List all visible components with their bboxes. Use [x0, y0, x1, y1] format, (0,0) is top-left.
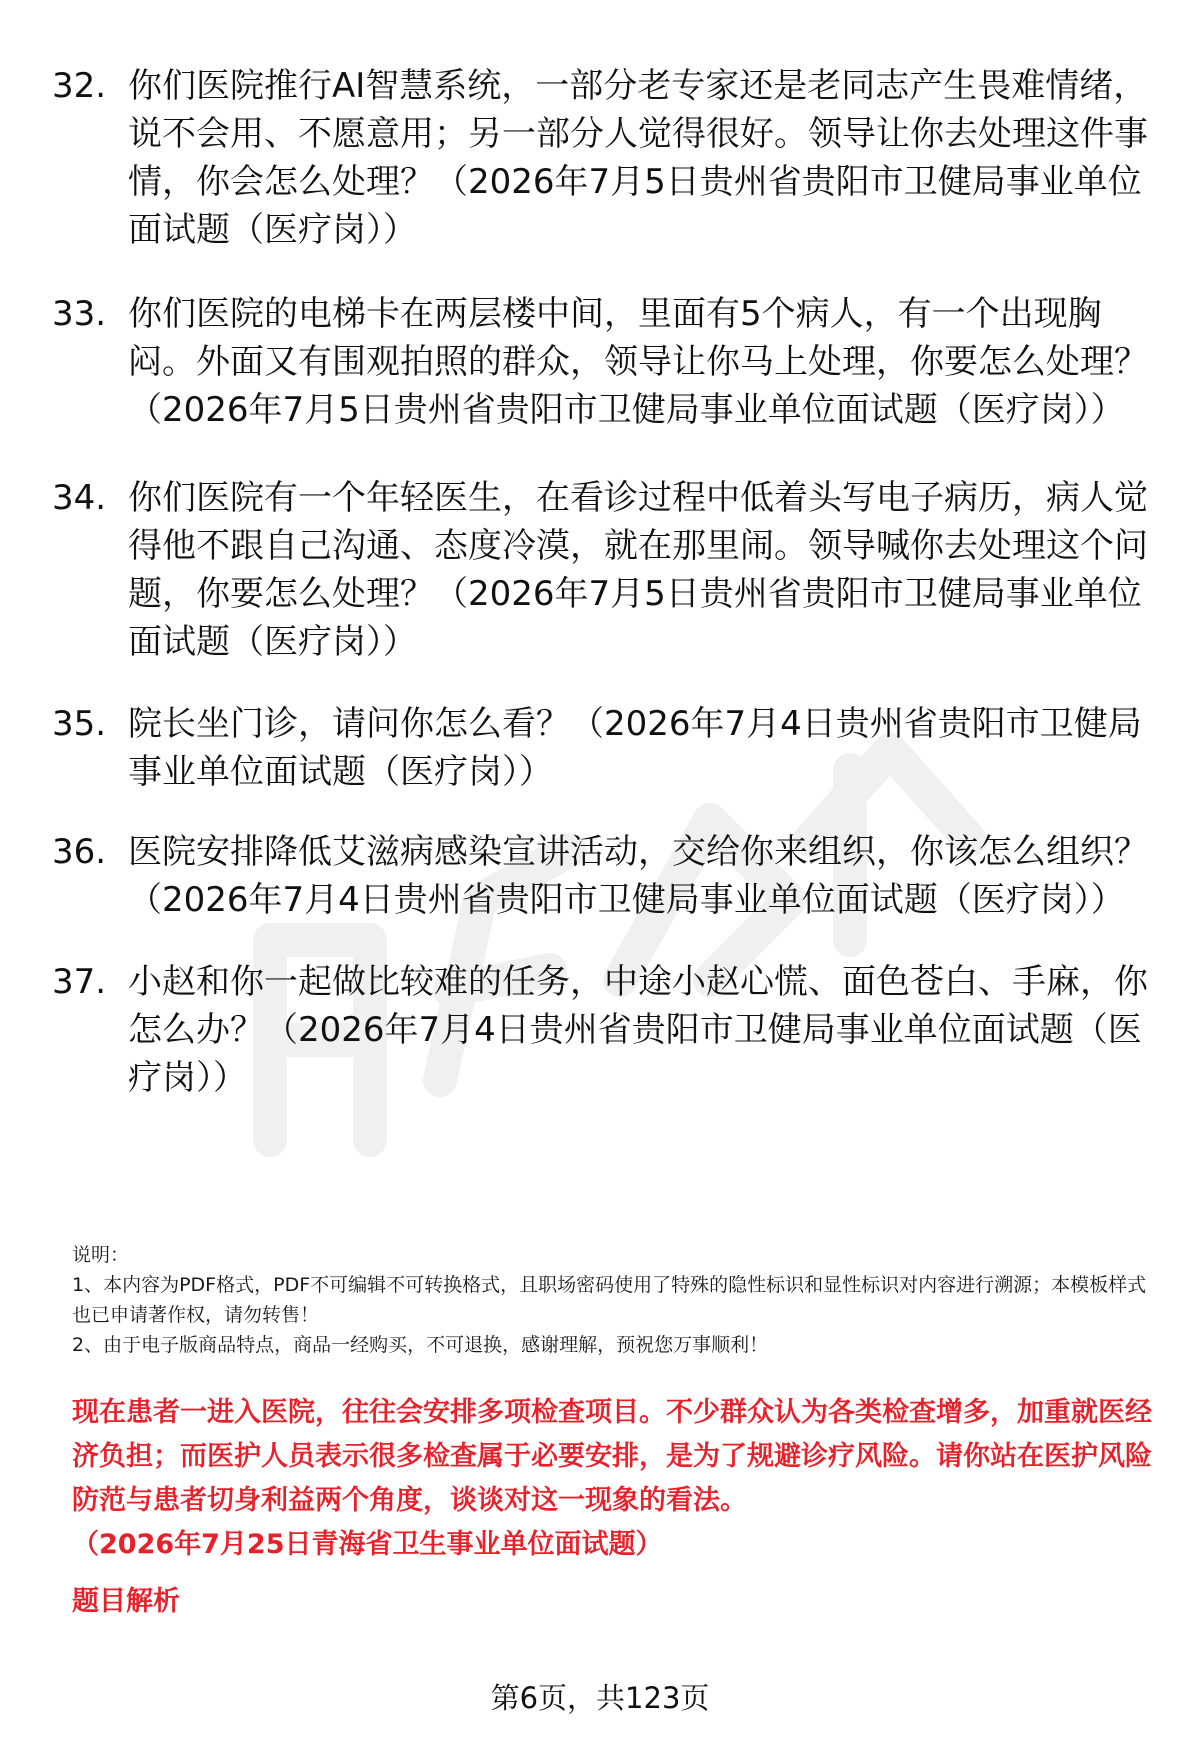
notes-item: 2、由于电子版商品特点，商品一经购买，不可退换，感谢理解，预祝您万事顺利！ [72, 1334, 769, 1356]
question-item [52, 474, 1162, 666]
question-text: 你们医院推行AI智慧系统，一部分老专家还是老同志产生畏难情绪，说不会用、不愿意用；另一部分人觉得很好。领导让你去处理这件事情，你会怎么处理？（2026年7月5日贵州省贵阳市卫健局事业单位面试题（医疗岗）） [128, 66, 1148, 250]
question-number: 37. [52, 962, 107, 1002]
question-item [52, 62, 1162, 254]
notes-section [72, 1240, 1162, 1360]
highlighted-question-source: （2026年7月25日青海省卫生事业单位面试题） [72, 1529, 663, 1560]
question-number: 35. [52, 704, 107, 744]
highlighted-question-text: 现在患者一进入医院，往往会安排多项检查项目。不少群众认为各类检查增多，加重就医经济负担；而医护人员表示很多检查属于必要安排，是为了规避诊疗风险。请你站在医护风险防范与患者切身利益两个角度，谈谈对这一现象的看法。 [72, 1397, 1152, 1516]
question-text: 院长坐门诊，请问你怎么看？（2026年7月4日贵州省贵阳市卫健局事业单位面试题（医疗岗）） [128, 704, 1142, 792]
question-text: 小赵和你一起做比较难的任务，中途小赵心慌、面色苍白、手麻，你怎么办？（2026年7月4日贵州省贵阳市卫健局事业单位面试题（医疗岗）） [128, 962, 1148, 1098]
question-number: 32. [52, 66, 107, 106]
analysis-heading: 题目解析 [72, 1586, 180, 1617]
question-number: 36. [52, 832, 107, 872]
question-text: 你们医院有一个年轻医生，在看诊过程中低着头写电子病历，病人觉得他不跟自己沟通、态度冷漠，就在那里闹。领导喊你去处理这个问题，你要怎么处理？（2026年7月5日贵州省贵阳市卫健局事业单位面试题（医疗岗）） [128, 478, 1148, 662]
question-number: 33. [52, 294, 107, 334]
notes-item: 1、本内容为PDF格式，PDF不可编辑不可转换格式，且职场密码使用了特殊的隐性标识和显性标识对内容进行溯源；本模板样式也已申请著作权，请勿转售！ [72, 1274, 1147, 1326]
question-text: 医院安排降低艾滋病感染宣讲活动，交给你来组织，你该怎么组织？（2026年7月4日贵州省贵阳市卫健局事业单位面试题（医疗岗）） [128, 832, 1148, 920]
question-item [52, 290, 1162, 434]
question-item [52, 828, 1162, 924]
page-footer: 第6页，共123页 [490, 1681, 710, 1715]
question-item [52, 958, 1162, 1102]
question-text: 你们医院的电梯卡在两层楼中间，里面有5个病人，有一个出现胸闷。外面又有围观拍照的群众，领导让你马上处理，你要怎么处理？（2026年7月5日贵州省贵阳市卫健局事业单位面试题（医疗岗）） [128, 294, 1148, 430]
highlighted-question [72, 1391, 1162, 1567]
question-number: 34. [52, 478, 107, 518]
notes-title: 说明： [72, 1244, 130, 1266]
question-list [52, 62, 1162, 1138]
question-item [52, 700, 1162, 796]
